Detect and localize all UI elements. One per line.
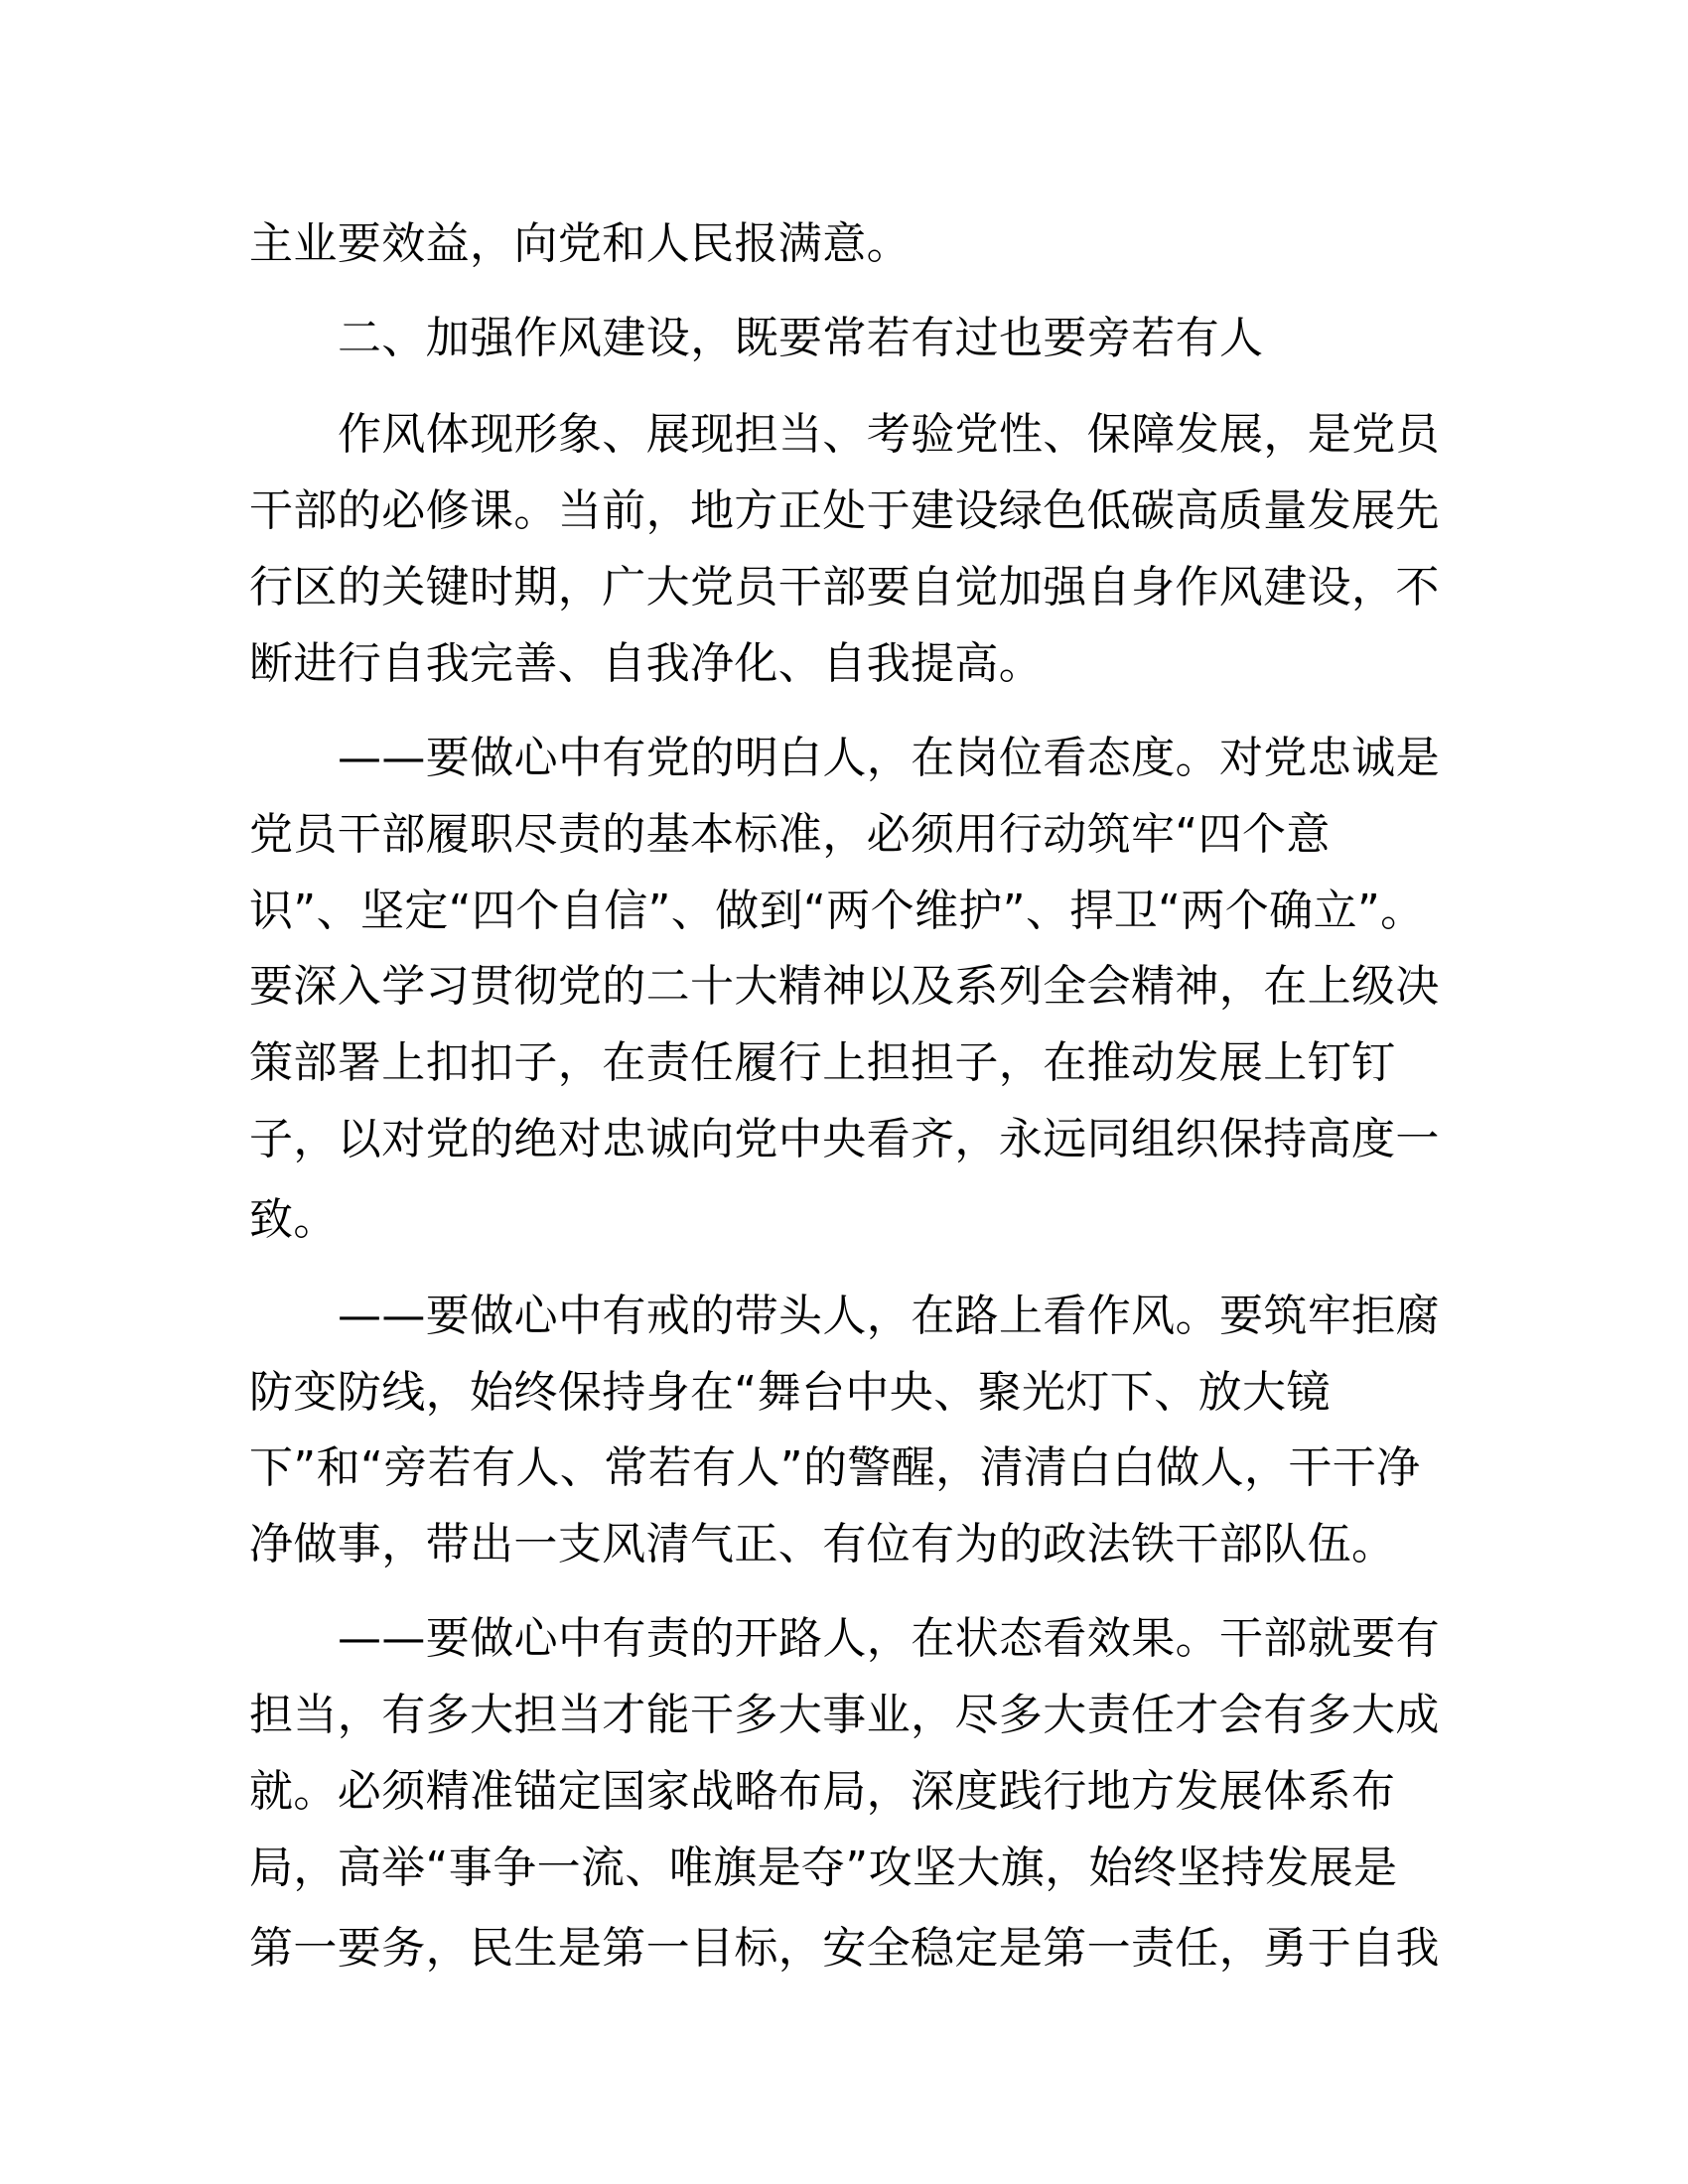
paragraph-line: 第一要务，民生是第一目标，安全稳定是第一责任，勇于自我 [249,1923,1440,1974]
paragraph-line: 子，以对党的绝对忠诚向党中央看齐，永远同组织保持高度一 [249,1114,1440,1164]
paragraph-line: 行区的关键时期，广大党员干部要自觉加强自身作风建设，不 [249,562,1440,613]
paragraph-line: 净做事，带出一支风清气正、有位有为的政法铁干部队伍。 [249,1519,1396,1570]
paragraph-line: 就。必须精准锚定国家战略布局，深度践行地方发展体系布 [249,1766,1396,1817]
paragraph-line: 防变防线，始终保持身在“舞台中央、聚光灯下、放大镜 [249,1367,1331,1418]
section-heading: 二、加强作风建设，既要常若有过也要旁若有人 [338,313,1264,363]
paragraph-line: 担当，有多大担当才能干多大事业，尽多大责任才会有多大成 [249,1690,1440,1740]
paragraph-line: ——要做心中有党的明白人，在岗位看态度。对党忠诚是 [338,733,1440,783]
paragraph-line: 致。 [249,1194,338,1245]
paragraph-line: 策部署上扣扣子，在责任履行上担担子，在推动发展上钉钉 [249,1037,1396,1088]
paragraph-line: 局，高举“事争一流、唯旗是夺”攻坚大旗，始终坚持发展是 [249,1843,1398,1893]
paragraph-line: 断进行自我完善、自我净化、自我提高。 [249,638,1044,689]
paragraph-line: 党员干部履职尽责的基本标准，必须用行动筑牢“四个意 [249,809,1331,860]
paragraph-line: ——要做心中有责的开路人，在状态看效果。干部就要有 [338,1613,1440,1664]
paragraph-line: ——要做心中有戒的带头人，在路上看作风。要筑牢拒腐 [338,1291,1440,1341]
paragraph-line: 主业要效益，向党和人民报满意。 [249,218,911,269]
paragraph-line: 作风体现形象、展现担当、考验党性、保障发展，是党员 [338,409,1440,460]
paragraph-line: 要深入学习贯彻党的二十大精神以及系列全会精神，在上级决 [249,961,1440,1012]
paragraph-line: 识”、坚定“四个自信”、做到“两个维护”、捍卫“两个确立”。 [249,886,1425,936]
paragraph-line: 干部的必修课。当前，地方正处于建设绿色低碳高质量发展先 [249,485,1440,536]
paragraph-line: 下”和“旁若有人、常若有人”的警醒，清清白白做人，干干净 [249,1442,1421,1493]
